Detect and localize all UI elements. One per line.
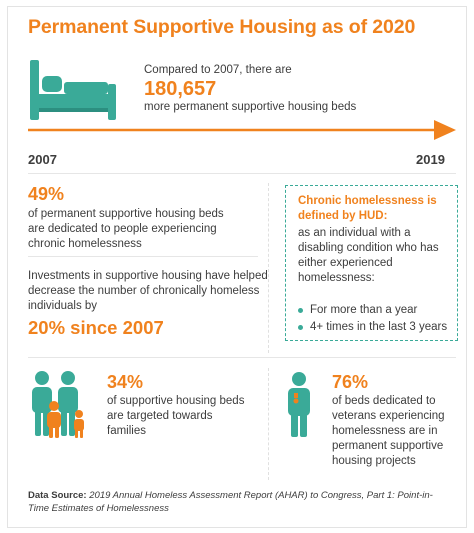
- families-percent: 34%: [107, 372, 144, 392]
- hud-bullets: [297, 302, 457, 336]
- mid-divider: [28, 256, 258, 257]
- bed-icon: [28, 60, 118, 122]
- veterans-percent: 76%: [332, 372, 369, 392]
- chronic-percent: 49%: [28, 184, 65, 204]
- timeline-arrow-icon: [28, 119, 458, 141]
- hud-heading: Chronic homelessness is defined by HUD:: [298, 195, 437, 222]
- beds-compared-text: Compared to 2007, there are: [144, 64, 292, 76]
- hud-bullet-item: For more than a year: [297, 302, 457, 319]
- bottom-divider: [28, 357, 456, 358]
- timeline-end-year: 2019: [416, 152, 445, 167]
- investments-highlight: 20% since 2007: [28, 317, 164, 338]
- family-icon: [28, 370, 88, 440]
- vertical-divider: [268, 183, 269, 353]
- veteran-icon: [286, 372, 312, 438]
- vertical-divider: [268, 368, 269, 480]
- veterans-description: of beds dedicated to veterans experiencing homelessness are in permanent supportive housing projects: [332, 395, 445, 467]
- chronic-description: of permanent supportive housing beds are dedicated to people experiencing chronic homelessness: [28, 208, 224, 250]
- investments-text: Investments in supportive housing have helped decrease the number of chronically homeless individuals by: [28, 270, 268, 312]
- section-divider: [28, 173, 456, 174]
- beds-number: 180,657: [144, 78, 217, 100]
- source-text: 2019 Annual Homeless Assessment Report (AHAR) to Congress, Part 1: Point-in-Time Estimates of Homelessness: [28, 490, 433, 514]
- hud-text: as an individual with a disabling condition who has either experienced homelessness:: [298, 227, 439, 284]
- beds-description: more permanent supportive housing beds: [144, 101, 357, 113]
- timeline-start-year: 2007: [28, 152, 57, 167]
- hud-bullet-item: 4+ times in the last 3 years: [297, 319, 457, 336]
- page-title: Permanent Supportive Housing as of 2020: [28, 16, 416, 38]
- data-source: [28, 490, 448, 515]
- source-label: Data Source:: [28, 490, 87, 501]
- families-description: of supportive housing beds are targeted towards families: [107, 395, 245, 437]
